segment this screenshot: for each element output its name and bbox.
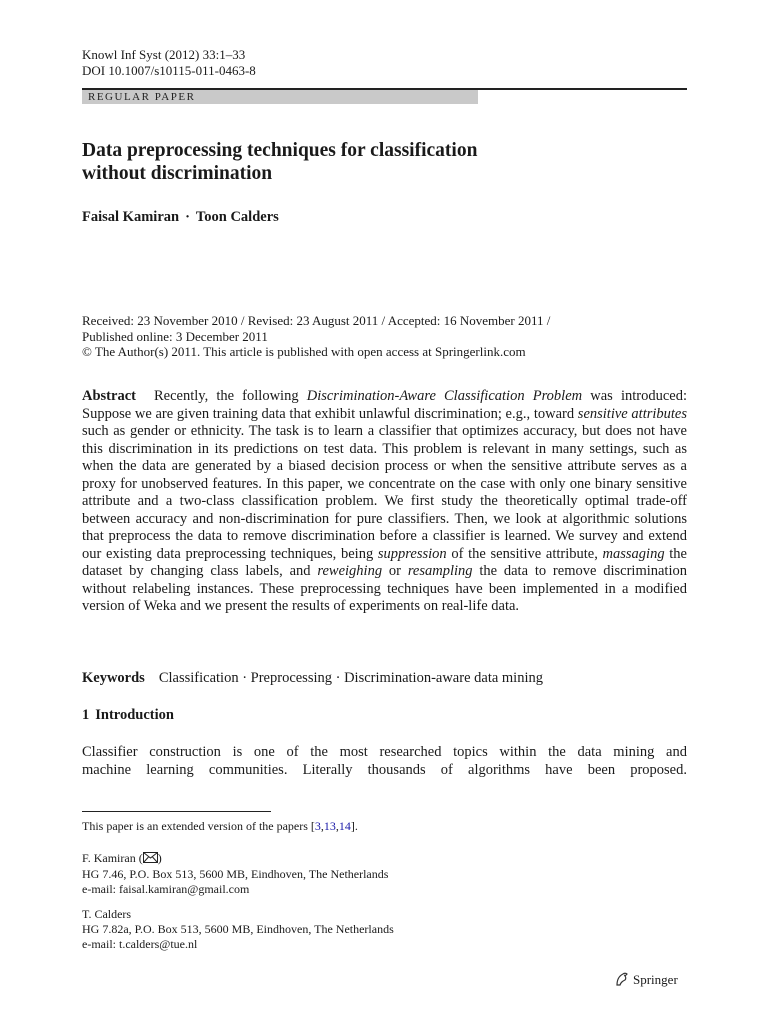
abstract [82, 388, 687, 616]
intro-paragraph [82, 743, 687, 779]
title-line-1: Data preprocessing techniques for classification [82, 140, 478, 161]
citation-link[interactable]: 13 [323, 819, 336, 833]
abstract-heading: Abstract [82, 388, 136, 404]
affiliation-address: HG 7.82a, P.O. Box 513, 5600 MB, Eindhoven, The Netherlands [82, 922, 394, 936]
footnote-rule [82, 811, 271, 812]
section-title: Introduction [95, 707, 174, 723]
publisher-name: Springer [633, 972, 678, 987]
published-online: Published online: 3 December 2011 [82, 328, 268, 344]
journal-citation: Knowl Inf Syst (2012) 33:1–33 [82, 47, 246, 62]
dates-line: Received: 23 November 2010 / Revised: 23 August 2011 / Accepted: 16 November 2011 / [82, 313, 551, 328]
copyright-notice: © The Author(s) 2011. This article is published with open access at Springerlink.com [82, 344, 526, 359]
intro-line: Classifier construction is one of the most researched topics within the data mining and [82, 744, 687, 760]
affiliation-name-text: ) [157, 851, 162, 865]
abstract-text: Recently, the following [153, 388, 307, 404]
section-number: 1 [82, 707, 90, 723]
affiliation-name-text: F. Kamiran ( [82, 851, 143, 865]
abstract-text: was introduced: Suppose we are given training data that exhibit unlawful discrimination; e.g., toward [82, 388, 687, 422]
footnote-text: ]. [350, 819, 358, 833]
affiliation-address: HG 7.46, P.O. Box 513, 5600 MB, Eindhoven, The Netherlands [82, 867, 389, 881]
affiliation-name [82, 851, 388, 867]
paper-title [82, 139, 682, 185]
keywords [82, 670, 543, 687]
springer-horse-icon [614, 971, 630, 987]
doi: DOI 10.1007/s10115-011-0463-8 [82, 63, 256, 78]
abstract-term: Discrimination-Aware Classification Problem [306, 388, 583, 404]
keywords-list: Classification · Preprocessing · Discrimination-aware data mining [158, 670, 543, 686]
title-line-2: without discrimination [82, 163, 273, 184]
journal-info [82, 47, 256, 79]
affiliation-name: T. Calders [82, 907, 132, 921]
author-separator: · [185, 209, 190, 225]
abstract-term: resampling [407, 563, 473, 579]
section-heading [82, 707, 174, 724]
citation-link[interactable]: 3 [314, 819, 321, 833]
footnote: This paper is an extended version of the papers [3,13,14]. [82, 819, 358, 833]
abstract-text: such as gender or ethnicity. The task is to learn a classifier that optimizes accuracy, but does not have this discrimination in its predictions on test data. This problem is relevant in many settings, such as when the data are generated by a biased decision process or when the sensitive attribute serves as a proxy for unobserved features. In this paper, we concentrate on the case with only one binary sensitive attribute and a two-class classification problem. We first study the theoretically optimal trade-off between accuracy and non-discrimination for pure classifiers. Then, we look at algorithmic solutions that preprocess the data to remove discrimination before a classifier is learned. We survey and extend our existing data preprocessing techniques, being [82, 423, 687, 562]
abstract-term: massaging [602, 545, 665, 562]
affiliation-calders [82, 907, 394, 952]
publication-dates [82, 313, 687, 360]
paper-type-banner: REGULAR PAPER [82, 90, 478, 104]
author-name: Faisal Kamiran [82, 209, 180, 225]
intro-line: machine learning communities. Literally thousands of algorithms have been proposed. [82, 762, 687, 778]
abstract-term: reweighing [317, 563, 383, 579]
abstract-text: of the sensitive attribute, [446, 545, 603, 562]
keywords-heading: Keywords [82, 670, 145, 686]
abstract-text: the dataset by changing class labels, and [82, 545, 687, 579]
abstract-text: the data to remove discrimination without relabeling instances. These preprocessing techniques have been implemented in a modified version of Weka and we present the results of experiments on real-life data. [82, 563, 687, 614]
author-name: Toon Calders [195, 209, 279, 225]
affiliation-kamiran [82, 851, 388, 897]
publisher-logo [614, 971, 678, 988]
envelope-icon[interactable] [143, 852, 158, 867]
affiliation-email[interactable]: e-mail: t.calders@tue.nl [82, 937, 198, 951]
affiliation-email[interactable]: e-mail: faisal.kamiran@gmail.com [82, 882, 250, 896]
abstract-term: sensitive attributes [577, 405, 688, 422]
footnote-text: This paper is an extended version of the papers [ [82, 819, 315, 833]
abstract-term: suppression [377, 545, 447, 562]
abstract-text: or [382, 563, 408, 579]
citation-link[interactable]: 14 [338, 819, 351, 833]
author-list [82, 209, 279, 226]
